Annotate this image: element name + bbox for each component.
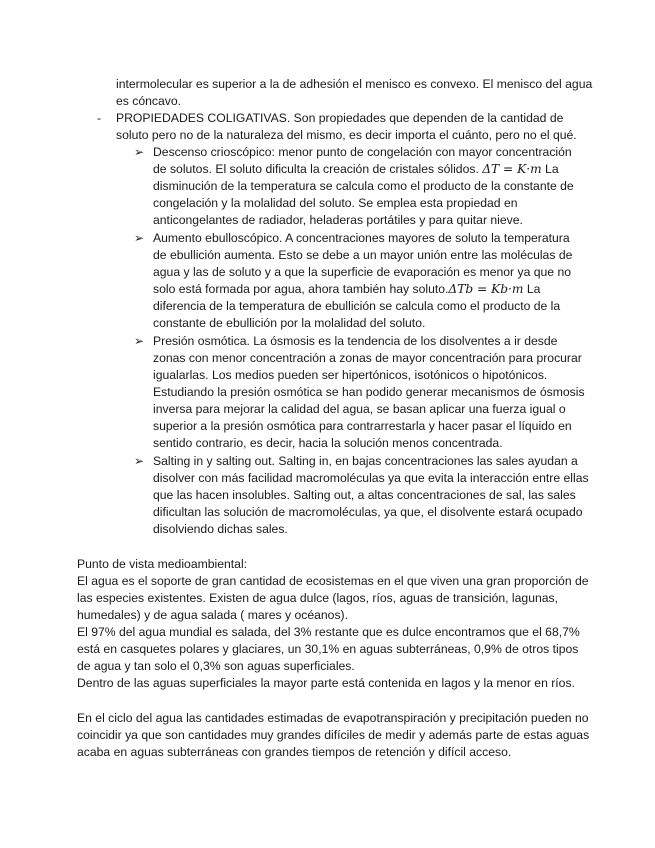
crioscopico-tail: La [541, 162, 559, 176]
paragraph-1-line-3: humedales) y de agua salada ( mares y océanos). [77, 608, 348, 622]
intro-line-2: es cóncavo. [116, 94, 182, 108]
osmotica-line-1: Presión osmótica. La ósmosis es la tendencia de los disolventes a ir desde [153, 334, 558, 348]
crioscopico-line-1: Descenso crioscópico: menor punto de congelación con mayor concentración [153, 145, 572, 159]
arrow-bullet-icon: ➢ [134, 145, 145, 159]
salting-line-2: disolver con más facilidad macromoléculas ya que evita la interacción entre ellas [153, 471, 589, 485]
coligativas-line-2: soluto pero no de la naturaleza del mismo, es decir importa el cuánto, pero no el qué. [116, 128, 577, 142]
arrow-bullet-icon: ➢ [134, 334, 145, 348]
paragraph-2-line-2: está en casquetes polares y glaciares, un 30,1% en aguas subterráneas, 0,9% de otros tipos [77, 642, 579, 656]
paragraph-3-line-1: Dentro de las aguas superficiales la mayor parte está contenida en lagos y la menor en ríos. [77, 676, 575, 690]
crioscopico-line-5: anticongelantes de radiador, heladeras portátiles y para quitar nieve. [153, 213, 523, 227]
paragraph-4-line-2: coincidir ya que son cantidades muy grandes difíciles de medir y además parte de estas aguas [77, 728, 590, 742]
paragraph-1-line-1: El agua es el soporte de gran cantidad de ecosistemas en el que viven una gran proporción de [77, 574, 589, 588]
osmotica-line-4: Estudiando la presión osmótica se han podido generar mecanismos de ósmosis [153, 385, 585, 399]
paragraph-2-line-1: El 97% del agua mundial es salada, del 3% restante que es dulce encontramos que el 68,7% [77, 625, 580, 639]
crioscopico-formula: ΔT = K·m [482, 162, 542, 176]
dash-bullet: - [97, 111, 102, 125]
salting-line-5: disolviendo dichas sales. [153, 522, 288, 536]
ebulloscopico-line-4 [153, 281, 540, 298]
osmotica-line-6: superior a la presión osmótica para contrarrestarla y hacer pasar el líquido en [153, 419, 572, 433]
paragraph-2-line-3: de agua y tan solo el 0,3% son aguas superficiales. [77, 659, 355, 673]
crioscopico-line-3: disminución de la temperatura se calcula como el producto de la constante de [153, 179, 574, 193]
arrow-bullet-icon: ➢ [134, 454, 145, 468]
crioscopico-text: de solutos. El soluto dificulta la creación de cristales sólidos. [153, 162, 483, 176]
ebulloscopico-tail: La [523, 282, 541, 296]
salting-line-1: Salting in y salting out. Salting in, en bajas concentraciones las sales ayudan a [153, 454, 578, 468]
osmotica-line-3: igualarlas. Los medios pueden ser hipertónicos, isotónicos o hipotónicos. [153, 368, 548, 382]
intro-line-1: intermolecular es superior a la de adhesión el menisco es convexo. El menisco del agua [116, 77, 593, 91]
osmotica-line-7: sentido contrario, es decir, hacia la solución menos concentrada. [153, 436, 503, 450]
section-heading: Punto de vista medioambiental: [77, 557, 248, 571]
osmotica-line-2: zonas con menor concentración a zonas de mayor concentración para procurar [153, 351, 582, 365]
salting-line-4: dificultan las solución de macromoléculas, ya que, el disolvente estará ocupado [153, 505, 583, 519]
ebulloscopico-line-5: diferencia de la temperatura de ebullición se calcula como el producto de la [153, 299, 561, 313]
arrow-bullet-icon: ➢ [134, 231, 145, 245]
ebulloscopico-line-2: de ebullición aumenta. Esto se debe a un mayor unión entre las moléculas de [153, 248, 573, 262]
crioscopico-line-4: congelación y la molalidad del soluto. Se emplea esta propiedad en [153, 196, 518, 210]
ebulloscopico-line-6: constante de ebullición por la molalidad del soluto. [153, 316, 426, 330]
paragraph-1-line-2: las especies existentes. Existen de agua dulce (lagos, ríos, aguas de transición, lagunas, [77, 591, 559, 605]
ebulloscopico-formula: ΔTb = Kb·m [448, 282, 524, 296]
paragraph-4-line-1: En el ciclo del agua las cantidades estimadas de evapotranspiración y precipitación pueden no [77, 711, 589, 725]
osmotica-line-5: inversa para mejorar la calidad del agua, se basan aplicar una fuerza igual o [153, 402, 566, 416]
crioscopico-line-2 [153, 161, 559, 178]
ebulloscopico-text: solo está formada por agua, ahora también hay soluto. [153, 282, 449, 296]
salting-line-3: que las hacen insolubles. Salting out, a altas concentraciones de sal, las sales [153, 488, 576, 502]
ebulloscopico-line-3: agua y las de soluto y a que la superficie de evaporación es menor ya que no [153, 265, 572, 279]
paragraph-4-line-3: acaba en aguas subterráneas con grandes tiempos de retención y difícil acceso. [77, 745, 512, 759]
ebulloscopico-line-1: Aumento ebulloscópico. A concentraciones mayores de soluto la temperatura [153, 231, 570, 245]
coligativas-line-1: PROPIEDADES COLIGATIVAS. Son propiedades que dependen de la cantidad de [116, 111, 564, 125]
